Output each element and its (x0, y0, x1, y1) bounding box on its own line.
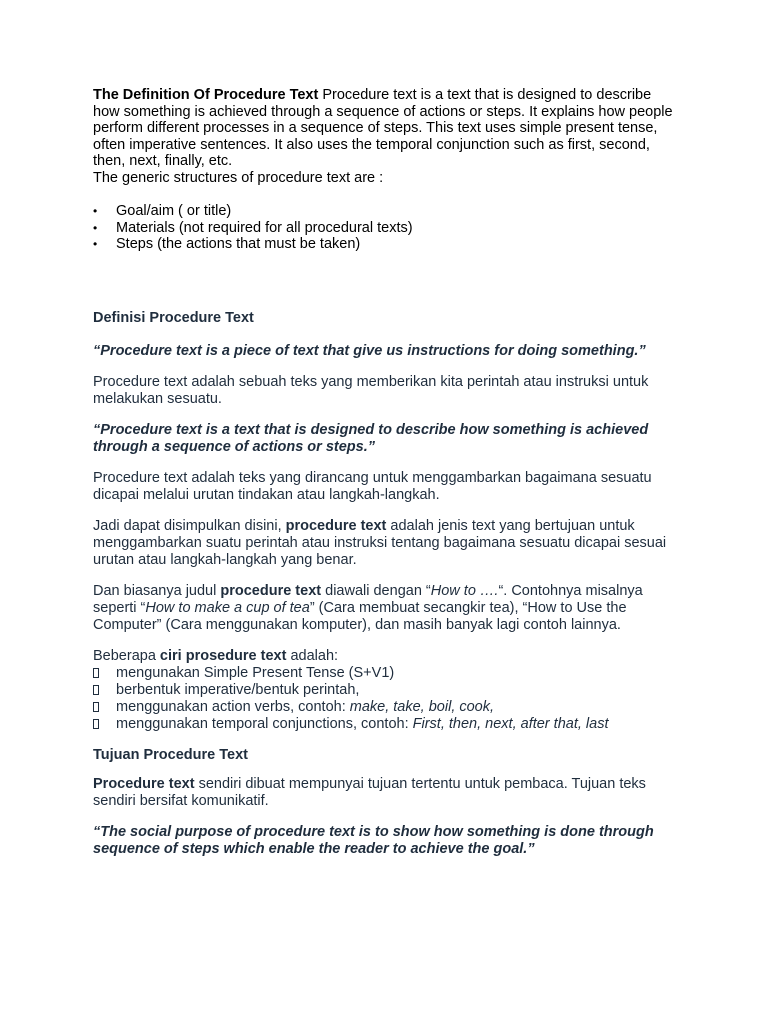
definisi-paragraph-2: Procedure text adalah teks yang dirancang untuk menggambarkan bagaimana sesuatu dicapai melalui urutan tindakan atau langkah-langkah. (93, 469, 652, 503)
list-item: • Steps (the actions that must be taken) (93, 236, 678, 253)
structure-list (93, 203, 678, 253)
definisi-paragraph-4 (93, 583, 678, 634)
list-item (93, 682, 678, 699)
tujuan-paragraph (93, 776, 678, 810)
definisi-quote-2: “Procedure text is a text that is designed to describe how something is achieved through a sequence of actions or steps.” (93, 421, 649, 455)
ciri-item-text: berbentuk imperative/bentuk perintah, (116, 681, 360, 698)
definisi-paragraph-3 (93, 518, 678, 569)
intro-text: Procedure text is a text that is designed to describe how something is achieved through a sequence of actions or steps. It explains how people perform different processes in a sequence of steps. This text uses simple present tense, often imperative sentences. It also uses the temporal conjunction such as first, second, then, next, finally, etc. (93, 87, 673, 169)
definisi-quote-1: “Procedure text is a piece of text that give us instructions for doing something.” (93, 342, 646, 359)
tujuan-bold: Procedure text (93, 775, 195, 792)
list-item (93, 716, 678, 733)
intro-title: The Definition Of Procedure Text (93, 87, 319, 103)
ciri-item-italic: make, take, boil, cook, (349, 698, 495, 715)
list-item: • Goal/aim ( or title) (93, 203, 678, 220)
ciri-item-italic: First, then, next, after that, last (412, 715, 609, 732)
para4-text-a: Dan biasanya judul (93, 582, 221, 599)
list-item: • Materials (not required for all procedural texts) (93, 220, 678, 237)
para4-italic-f: How to make a cup of tea (145, 599, 310, 616)
para3-text-c: adalah jenis text yang bertujuan untuk menggambarkan suatu perintah atau instruksi tentang bagaimana sesuatu dicapai sesuai urutan atau langkah-langkah yang benar. (93, 517, 667, 568)
para3-bold: procedure text (285, 517, 387, 534)
para3-text-a: Jadi dapat disimpulkan disini, (93, 517, 286, 534)
ciri-item-text: menggunakan action verbs, contoh: (116, 698, 350, 715)
para4-text-g: ” (Cara membuat secangkir tea), “How to Use the Computer” (Cara menggunakan komputer), dan masih banyak lagi contoh lainnya. (93, 599, 627, 633)
ciri-text-a: Beberapa (93, 647, 160, 664)
list-item (93, 665, 678, 682)
para4-italic-d: How to …. (430, 582, 499, 599)
missing-glyph-icon (93, 685, 99, 695)
missing-glyph-icon (93, 668, 99, 678)
para4-text-c: diawali dengan “ (321, 582, 431, 599)
intro-paragraph (93, 87, 678, 170)
missing-glyph-icon (93, 719, 99, 729)
para4-bold: procedure text (220, 582, 322, 599)
ciri-item-text: mengunakan Simple Present Tense (S+V1) (116, 664, 395, 681)
ciri-bold: ciri prosedure text (159, 647, 287, 664)
ciri-intro (93, 648, 678, 665)
tujuan-heading: Tujuan Procedure Text (93, 746, 248, 763)
generic-structures-line: The generic structures of procedure text are : (93, 169, 384, 186)
para4-text-e: “. Contohnya misalnya seperti “ (93, 582, 643, 616)
tujuan-quote: “The social purpose of procedure text is to show how something is done through sequence of steps which enable the reader to achieve the goal.” (93, 823, 654, 857)
ciri-item-text: menggunakan temporal conjunctions, contoh: (116, 715, 413, 732)
missing-glyph-icon (93, 702, 99, 712)
definisi-paragraph-1: Procedure text adalah sebuah teks yang memberikan kita perintah atau instruksi untuk melakukan sesuatu. (93, 373, 649, 407)
ciri-text-c: adalah: (286, 647, 339, 664)
list-item (93, 699, 678, 716)
definisi-heading: Definisi Procedure Text (93, 309, 254, 326)
tujuan-text: sendiri dibuat mempunyai tujuan tertentu untuk pembaca. Tujuan teks sendiri bersifat komunikatif. (93, 775, 646, 809)
ciri-list (93, 665, 678, 733)
